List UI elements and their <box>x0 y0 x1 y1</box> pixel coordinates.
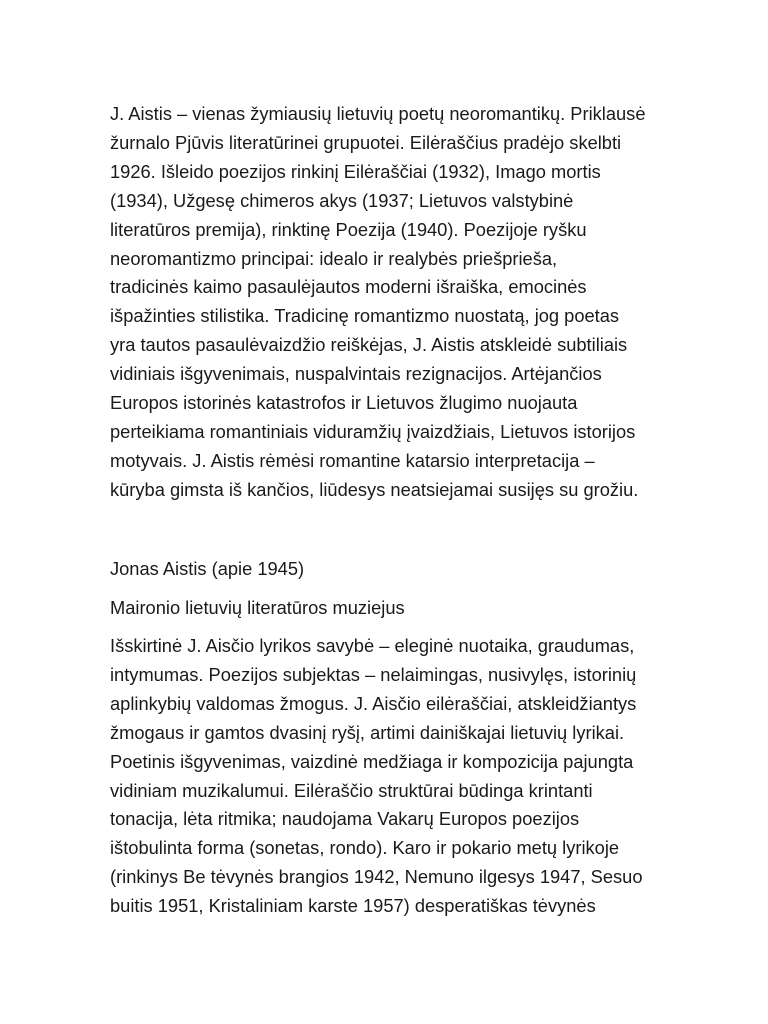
photo-caption: Jonas Aistis (apie 1945) <box>110 558 305 579</box>
text-line: motyvais. J. Aistis rėmėsi romantine katarsio interpretacija – <box>110 449 595 471</box>
text-line: vidiniam muzikalumui. Eilėraščio struktūrai būdinga krintanti <box>110 779 593 801</box>
text-line: tonacija, lėta ritmika; naudojama Vakarų Europos poezijos <box>110 808 580 830</box>
text-line: yra tautos pasaulėvaizdžio reiškėjas, J. Aistis atskleidė subtiliais <box>110 334 628 356</box>
text-line: J. Aistis – vienas žymiausių lietuvių poetų neoromantikų. Priklausė <box>110 103 646 124</box>
text-line: buitis 1951, Kristaliniam karste 1957) desperatiškas tėvynės <box>110 895 596 917</box>
photo-source: Maironio lietuvių literatūros muziejus <box>110 597 405 618</box>
text-line: perteikiama romantiniais viduramžių įvaizdžiais, Lietuvos istorijos <box>110 420 636 442</box>
text-line: (1934), Užgesę chimeros akys (1937; Lietuvos valstybinė <box>110 189 574 211</box>
text-line: literatūros premija), rinktinę Poezija (1940). Poezijoje ryšku <box>110 218 587 240</box>
text-line: tradicinės kaimo pasaulėjautos moderni išraiška, emocinės <box>110 276 587 298</box>
text-line: ištobulinta forma (sonetas, rondo). Karo ir pokario metų lyrikoje <box>110 837 620 859</box>
lyric-analysis-paragraph <box>110 632 643 921</box>
text-line: neoromantizmo principai: idealo ir realybės priešprieša, <box>110 247 558 269</box>
text-line: intymumas. Poezijos subjektas – nelaimingas, nusivylęs, istorinių <box>110 663 637 685</box>
text-line: Išskirtinė J. Aisčio lyrikos savybė – eleginė nuotaika, graudumas, <box>110 635 635 656</box>
text-line: žurnalo Pjūvis literatūrinei grupuotei. Eilėraščius pradėjo skelbti <box>110 131 622 153</box>
text-line: išpažinties stilistika. Tradicinę romantizmo nuostatą, jog poetas <box>110 305 620 327</box>
text-line: Poetinis išgyvenimas, vaizdinė medžiaga ir kompozicija pajungta <box>110 750 634 772</box>
document-page <box>110 100 732 917</box>
text-line: (rinkinys Be tėvynės brangios 1942, Nemuno ilgesys 1947, Sesuo <box>110 866 643 888</box>
text-line: aplinkybių valdomas žmogus. J. Aisčio eilėraščiai, atskleidžiantys <box>110 692 637 714</box>
text-line: Europos istorinės katastrofos ir Lietuvos žlugimo nuojauta <box>110 392 578 414</box>
text-line: kūryba gimsta iš kančios, liūdesys neatsiejamai susijęs su grožiu. <box>110 478 639 500</box>
biography-paragraph <box>110 100 732 505</box>
text-line: žmogaus ir gamtos dvasinį ryšį, artimi dainiškajai lietuvių lyrikai. <box>110 721 625 743</box>
text-line: vidiniais išgyvenimais, nuspalvintais rezignacijos. Artėjančios <box>110 363 602 385</box>
text-line: 1926. Išleido poezijos rinkinį Eilėraščiai (1932), Imago mortis <box>110 160 601 182</box>
